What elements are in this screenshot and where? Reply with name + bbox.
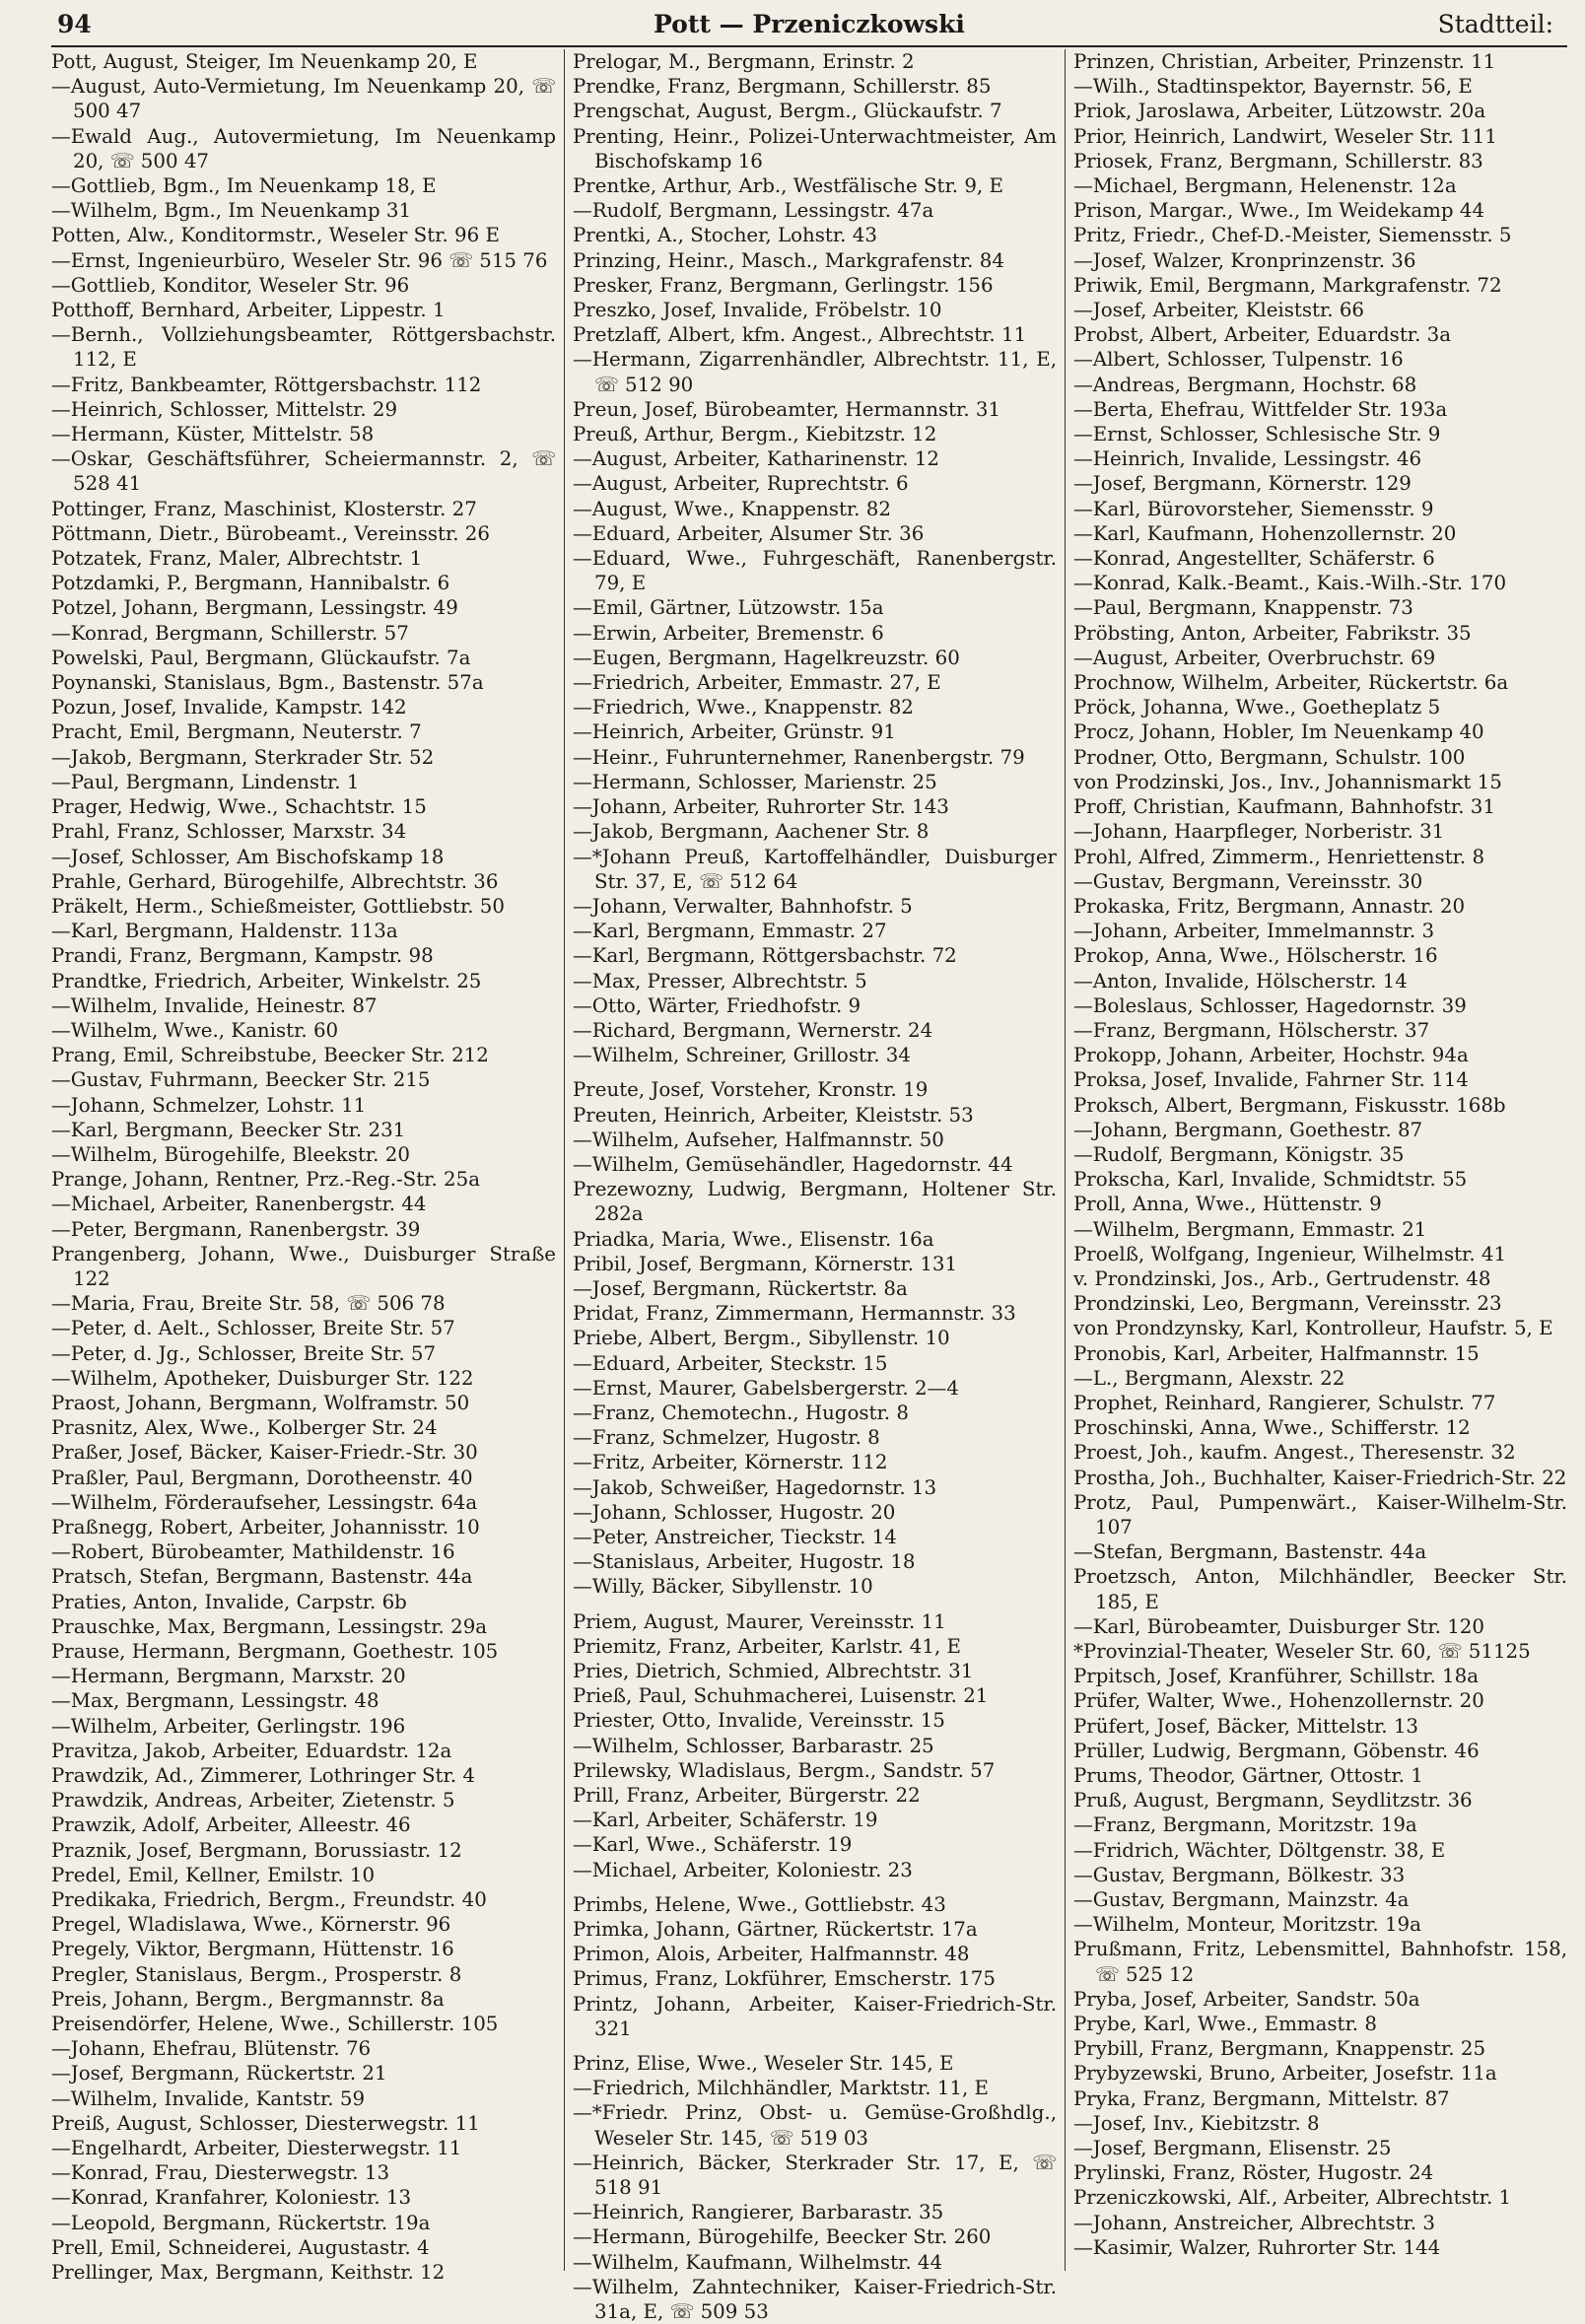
directory-entry: Prison, Margar., Wwe., Im Weidekamp 44 [1073,199,1485,223]
directory-entry: Prangenberg, Johann, Wwe., Duisburger Straße 122 [51,1242,556,1290]
directory-entry: Prinz, Elise, Wwe., Weseler Str. 145, E [573,2052,954,2076]
directory-entry: —August, Wwe., Knappenstr. 82 [573,497,891,520]
directory-entry: —Josef, Inv., Kiebitzstr. 8 [1073,2111,1320,2135]
directory-entry: —Franz, Bergmann, Moritzstr. 19a [1073,1813,1417,1837]
directory-entry: —Franz, Schmelzer, Hugostr. 8 [573,1426,880,1450]
directory-entry: —Konrad, Frau, Diesterwegstr. 13 [51,2161,390,2185]
directory-entry: —Engelhardt, Arbeiter, Diesterwegstr. 11 [51,2137,462,2160]
directory-entry: Priebe, Albert, Bergm., Sibyllenstr. 10 [573,1327,950,1350]
column-3 [1065,49,1567,2271]
directory-entry: Proll, Anna, Wwe., Hüttenstr. 9 [1073,1193,1382,1216]
directory-entry: —Konrad, Kalk.-Beamt., Kais.-Wilh.-Str. 170 [1073,572,1507,595]
directory-entry: Praßler, Paul, Bergmann, Dorotheenstr. 40 [51,1466,473,1489]
directory-entry: Prokscha, Karl, Invalide, Schmidtstr. 55 [1073,1168,1468,1192]
directory-entry: —Wilh., Stadtinspektor, Bayernstr. 56, E [1073,75,1473,99]
directory-entry: Printz, Johann, Arbeiter, Kaiser-Friedrich-Str. 321 [573,1992,1057,2040]
directory-entry: —Heinrich, Arbeiter, Grünstr. 91 [573,720,896,744]
directory-entry: —Michael, Arbeiter, Koloniestr. 23 [573,1858,913,1881]
header-section-label: Stadtteil: [1437,10,1553,38]
page-number: 94 [57,10,92,38]
directory-entry: Prahle, Gerhard, Bürogehilfe, Albrechtstr. 36 [51,869,499,893]
directory-entry: Prüller, Ludwig, Bergmann, Göbenstr. 46 [1073,1739,1480,1762]
directory-entry: —Anton, Invalide, Hölscherstr. 14 [1073,969,1408,992]
directory-entry: Pregler, Stanislaus, Bergm., Prosperstr. 8 [51,1962,462,1986]
directory-entry: Prang, Emil, Schreibstube, Beecker Str. 212 [51,1044,489,1067]
directory-entry: —Stanislaus, Arbeiter, Hugostr. 18 [573,1550,916,1574]
directory-entry: —Gottlieb, Bgm., Im Neuenkamp 18, E [51,174,437,198]
directory-entry: Pröck, Johanna, Wwe., Goetheplatz 5 [1073,696,1441,719]
directory-entry: —Konrad, Bergmann, Schillerstr. 57 [51,621,409,645]
directory-entry: Pracht, Emil, Bergmann, Neuterstr. 7 [51,720,422,744]
directory-entry: —Hermann, Zigarrenhändler, Albrechtstr. 11, E, ☏ 512 90 [573,348,1057,396]
directory-entry: —Eduard, Wwe., Fuhrgeschäft, Ranenbergstr. 79, E [573,547,1057,595]
directory-entry: Pritz, Friedr., Chef-D.-Meister, Siemensstr. 5 [1073,224,1512,247]
directory-entry: —Wilhelm, Invalide, Kantstr. 59 [51,2086,366,2110]
directory-entry: Pravitza, Jakob, Arbeiter, Eduardstr. 12a [51,1739,452,1762]
directory-entry: —Emil, Gärtner, Lützowstr. 15a [573,596,884,620]
directory-entry: —August, Arbeiter, Katharinenstr. 12 [573,447,939,471]
directory-entry: Potzdamki, P., Bergmann, Hannibalstr. 6 [51,572,450,595]
directory-entry: —Johann, Ehefrau, Blütenstr. 76 [51,2037,372,2061]
directory-entry: Potthoff, Bernhard, Arbeiter, Lippestr. 1 [51,299,446,322]
directory-entry: Priemitz, Franz, Arbeiter, Karlstr. 41, E [573,1634,961,1658]
directory-entry: Pryba, Josef, Arbeiter, Sandstr. 50a [1073,1987,1420,2011]
directory-entry: Präkelt, Herm., Schießmeister, Gottliebstr. 50 [51,894,505,918]
directory-entry: Proschinski, Anna, Wwe., Schifferstr. 12 [1073,1416,1471,1440]
directory-entry: Primon, Alois, Arbeiter, Halfmannstr. 48 [573,1943,970,1966]
directory-entry: —Max, Presser, Albrechtstr. 5 [573,969,867,992]
directory-entry: —Stefan, Bergmann, Bastenstr. 44a [1073,1540,1427,1564]
directory-entry: —Johann, Schmelzer, Lohstr. 11 [51,1093,367,1117]
column-1 [51,49,564,2285]
directory-entry: Preun, Josef, Bürobeamter, Hermannstr. 31 [573,397,1001,421]
directory-entry: von Prondzynsky, Karl, Kontrolleur, Haufstr. 5, E [1073,1317,1553,1340]
directory-entry: —Kasimir, Walzer, Ruhrorter Str. 144 [1073,2235,1441,2259]
directory-entry: —Karl, Bergmann, Röttgersbachstr. 72 [573,944,957,968]
directory-entry: —Richard, Bergmann, Wernerstr. 24 [573,1018,933,1042]
directory-entry: Pröbsting, Anton, Arbeiter, Fabrikstr. 35 [1073,621,1472,645]
directory-entry: —Wilhelm, Zahntechniker, Kaiser-Friedrich-Str. 31a, E, ☏ 509 53 [573,2275,1057,2324]
directory-entry: Pribil, Josef, Bergmann, Körnerstr. 131 [573,1252,958,1275]
directory-entry: —Ernst, Ingenieurbüro, Weseler Str. 96 ☏ 515 76 [51,248,548,272]
directory-entry: —Gustav, Bergmann, Mainzstr. 4a [1073,1888,1410,1912]
directory-entry: Prodner, Otto, Bergmann, Schulstr. 100 [1073,745,1466,769]
directory-entry: Prokopp, Johann, Arbeiter, Hochstr. 94a [1073,1044,1469,1067]
directory-entry: —Peter, d. Aelt., Schlosser, Breite Str. 57 [51,1317,455,1340]
directory-entry: —Wilhelm, Gemüsehändler, Hagedornstr. 44 [573,1152,1013,1176]
directory-entry: Pottinger, Franz, Maschinist, Klosterstr. 27 [51,497,477,520]
directory-entry: —Karl, Bergmann, Emmastr. 27 [573,920,887,943]
directory-entry: Prill, Franz, Arbeiter, Bürgerstr. 22 [573,1784,921,1808]
directory-entry: Prauschke, Max, Bergmann, Lessingstr. 29a [51,1614,488,1638]
directory-entry: Pratsch, Stefan, Bergmann, Bastenstr. 44a [51,1565,473,1589]
directory-entry: —Wilhelm, Wwe., Kanistr. 60 [51,1018,339,1042]
directory-entry: —Josef, Bergmann, Rückertstr. 8a [573,1276,908,1300]
directory-entry: Priok, Jaroslawa, Arbeiter, Lützowstr. 20a [1073,100,1486,123]
directory-entry: —Johann, Bergmann, Goethestr. 87 [1073,1118,1423,1141]
directory-entry: —Ewald Aug., Autovermietung, Im Neuenkamp 20, ☏ 500 47 [51,124,556,172]
directory-entry: —Eugen, Bergmann, Hagelkreuzstr. 60 [573,646,960,669]
directory-entry: Predikaka, Friedrich, Bergm., Freundstr. 40 [51,1888,487,1912]
directory-entry: Prums, Theodor, Gärtner, Ottostr. 1 [1073,1764,1423,1788]
directory-entry: Preiß, August, Schlosser, Diesterwegstr. 11 [51,2111,480,2135]
directory-entry: Pott, August, Steiger, Im Neuenkamp 20, E [51,50,478,73]
directory-entry: Prokaska, Fritz, Bergmann, Annastr. 20 [1073,894,1466,918]
directory-entry: Prellinger, Max, Bergmann, Keithstr. 12 [51,2261,446,2285]
directory-entry: —August, Arbeiter, Ruprechtstr. 6 [573,472,909,496]
directory-entry: Pridat, Franz, Zimmermann, Hermannstr. 33 [573,1302,1016,1326]
directory-entry: —Eduard, Arbeiter, Alsumer Str. 36 [573,521,925,545]
directory-entry: —Willy, Bäcker, Sibyllenstr. 10 [573,1575,873,1599]
directory-entry: Prentki, A., Stocher, Lohstr. 43 [573,224,877,247]
directory-entry: Prawzik, Adolf, Arbeiter, Alleestr. 46 [51,1813,411,1837]
directory-entry: Priwik, Emil, Bergmann, Markgrafenstr. 72 [1073,273,1502,297]
directory-entry: Preuß, Arthur, Bergm., Kiebitzstr. 12 [573,423,937,446]
directory-entry: —Jakob, Bergmann, Aachener Str. 8 [573,820,930,844]
directory-entry: Pries, Dietrich, Schmied, Albrechtstr. 31 [573,1660,974,1682]
directory-entry: Protz, Paul, Pumpenwärt., Kaiser-Wilhelm-Str. 107 [1073,1490,1567,1538]
directory-entry: —Hermann, Küster, Mittelstr. 58 [51,423,375,446]
directory-entry: —Karl, Bergmann, Haldenstr. 113a [51,920,398,943]
directory-entry: —Peter, Anstreicher, Tieckstr. 14 [573,1525,897,1548]
directory-entry: —Bernh., Vollziehungsbeamter, Röttgersbachstr. 112, E [51,323,556,372]
directory-entry: —Otto, Wärter, Friedhofstr. 9 [573,993,861,1017]
directory-entry: —Fridrich, Wächter, Döltgenstr. 38, E [1073,1838,1446,1862]
directory-entry: Prybill, Franz, Bergmann, Knappenstr. 25 [1073,2037,1486,2061]
directory-entry: Prinzen, Christian, Arbeiter, Prinzenstr. 11 [1073,50,1496,73]
directory-entry: Pregely, Viktor, Bergmann, Hüttenstr. 16 [51,1938,454,1961]
directory-columns [51,49,1567,2324]
directory-entry: Praost, Johann, Bergmann, Wolframstr. 50 [51,1391,470,1414]
directory-entry: Preis, Johann, Bergm., Bergmannstr. 8a [51,1987,445,2011]
directory-entry: Prybe, Karl, Wwe., Emmastr. 8 [1073,2013,1377,2036]
directory-entry: —Albert, Schlosser, Tulpenstr. 16 [1073,348,1404,372]
directory-entry: v. Prondzinski, Jos., Arb., Gertrudenstr. 48 [1073,1266,1491,1290]
page-title: Pott — Przeniczkowski [654,10,965,38]
directory-entry: Proff, Christian, Kaufmann, Bahnhofstr. 31 [1073,795,1495,819]
directory-entry: —Paul, Bergmann, Lindenstr. 1 [51,770,360,793]
directory-entry: Praties, Anton, Invalide, Carpstr. 6b [51,1590,407,1613]
directory-entry: Prilewsky, Wladislaus, Bergm., Sandstr. 57 [573,1758,996,1782]
directory-entry: —Peter, Bergmann, Ranenbergstr. 39 [51,1217,421,1241]
directory-entry: —Wilhelm, Kaufmann, Wilhelmstr. 44 [573,2250,943,2274]
directory-entry: Pryka, Franz, Bergmann, Mittelstr. 87 [1073,2086,1450,2110]
directory-entry: Praßnegg, Robert, Arbeiter, Johannisstr. 10 [51,1515,480,1538]
directory-entry: —Karl, Wwe., Schäferstr. 19 [573,1833,853,1857]
directory-entry: Pronobis, Karl, Arbeiter, Halfmannstr. 15 [1073,1341,1480,1365]
directory-entry: —Wilhelm, Arbeiter, Gerlingstr. 196 [51,1714,406,1738]
directory-entry: Preszko, Josef, Invalide, Fröbelstr. 10 [573,299,942,322]
directory-entry: —*Friedr. Prinz, Obst- u. Gemüse-Großhdlg., Weseler Str. 145, ☏ 519 03 [573,2101,1057,2150]
directory-entry: Prybyzewski, Bruno, Arbeiter, Josefstr. 11a [1073,2062,1497,2085]
directory-entry: —Wilhelm, Förderaufseher, Lessingstr. 64a [51,1490,478,1514]
directory-entry: Preuten, Heinrich, Arbeiter, Kleiststr. 53 [573,1103,974,1127]
directory-entry: Primus, Franz, Lokführer, Emscherstr. 175 [573,1967,996,1991]
directory-entry: —Fritz, Bankbeamter, Röttgersbachstr. 112 [51,373,482,396]
directory-entry: Prelogar, M., Bergmann, Erinstr. 2 [573,50,915,73]
directory-entry: —Johann, Schlosser, Hugostr. 20 [573,1500,896,1524]
directory-entry: —Erwin, Arbeiter, Bremenstr. 6 [573,621,884,645]
directory-entry: Prylinski, Franz, Röster, Hugostr. 24 [1073,2161,1434,2185]
directory-entry: Proetzsch, Anton, Milchhändler, Beecker Str. 185, E [1073,1565,1567,1613]
directory-entry: —August, Auto-Vermietung, Im Neuenkamp 20, ☏ 500 47 [51,75,556,123]
directory-entry: —Ernst, Schlosser, Schlesische Str. 9 [1073,423,1441,446]
directory-entry: Pöttmann, Dietr., Bürobeamt., Vereinsstr. 26 [51,521,490,545]
directory-entry: Primbs, Helene, Wwe., Gottliebstr. 43 [573,1892,946,1916]
page-header [51,6,1567,47]
directory-entry: Priosek, Franz, Bergmann, Schillerstr. 83 [1073,149,1483,172]
directory-entry: Praznik, Josef, Bergmann, Borussiastr. 12 [51,1838,462,1862]
directory-entry: Prinzing, Heinr., Masch., Markgrafenstr. 84 [573,248,1004,272]
directory-entry: —Andreas, Bergmann, Hochstr. 68 [1073,373,1417,396]
directory-entry: —Karl, Arbeiter, Schäferstr. 19 [573,1809,878,1832]
directory-entry: —Wilhelm, Bgm., Im Neuenkamp 31 [51,199,412,223]
directory-entry: —Michael, Bergmann, Helenenstr. 12a [1073,174,1457,198]
directory-entry: —Josef, Bergmann, Rückertstr. 21 [51,2062,387,2085]
directory-entry: Procz, Johann, Hobler, Im Neuenkamp 40 [1073,720,1484,744]
directory-entry: Prieß, Paul, Schuhmacherei, Luisenstr. 21 [573,1684,989,1708]
directory-entry: Prpitsch, Josef, Kranführer, Schillstr. 18a [1073,1665,1479,1688]
directory-entry: Predel, Emil, Kellner, Emilstr. 10 [51,1863,376,1886]
directory-entry: Prendke, Franz, Bergmann, Schillerstr. 85 [573,75,992,99]
directory-entry: Pruß, August, Bergmann, Seydlitzstr. 36 [1073,1789,1473,1812]
directory-entry: Prager, Hedwig, Wwe., Schachtstr. 15 [51,795,427,819]
directory-entry: Prior, Heinrich, Landwirt, Weseler Str. 111 [1073,124,1497,148]
directory-entry: Proelß, Wolfgang, Ingenieur, Wilhelmstr. 41 [1073,1242,1507,1265]
directory-entry: —Konrad, Angestellter, Schäferstr. 6 [1073,547,1435,571]
directory-entry: —Heinrich, Bäcker, Sterkrader Str. 17, E, ☏ 518 91 [573,2151,1057,2200]
directory-entry: —L., Bergmann, Alexstr. 22 [1073,1366,1345,1390]
column-2 [564,49,1065,2324]
directory-entry: Primka, Johann, Gärtner, Rückertstr. 17a [573,1918,978,1942]
directory-entry: Proest, Joh., kaufm. Angest., Theresenstr. 32 [1073,1441,1516,1465]
directory-entry: —Robert, Bürobeamter, Mathildenstr. 16 [51,1540,455,1564]
directory-entry: —Karl, Bürobeamter, Duisburger Str. 120 [1073,1614,1484,1638]
directory-entry: Przeniczkowski, Alf., Arbeiter, Albrechtstr. 1 [1073,2186,1512,2210]
directory-entry: —Johann, Arbeiter, Immelmannstr. 3 [1073,920,1435,943]
directory-entry: —Gottlieb, Konditor, Weseler Str. 96 [51,273,410,297]
directory-entry: —Heinrich, Invalide, Lessingstr. 46 [1073,447,1422,471]
directory-entry: —Gustav, Fuhrmann, Beecker Str. 215 [51,1068,431,1092]
directory-entry: Prochnow, Wilhelm, Arbeiter, Rückertstr. 6a [1073,671,1509,695]
directory-entry: Prell, Emil, Schneiderei, Augustastr. 4 [51,2235,430,2259]
directory-entry: —Rudolf, Bergmann, Lessingstr. 47a [573,199,934,223]
directory-entry: —Franz, Bergmann, Hölscherstr. 37 [1073,1018,1430,1042]
directory-entry: —Maria, Frau, Breite Str. 58, ☏ 506 78 [51,1292,446,1316]
directory-entry: —Hermann, Schlosser, Marienstr. 25 [573,770,937,793]
directory-entry: —Max, Bergmann, Lessingstr. 48 [51,1689,379,1713]
directory-entry: —Hermann, Bürogehilfe, Beecker Str. 260 [573,2225,992,2249]
directory-entry: —Josef, Walzer, Kronprinzenstr. 36 [1073,248,1416,272]
directory-entry: —Josef, Bergmann, Elisenstr. 25 [1073,2137,1392,2160]
directory-entry: —Josef, Arbeiter, Kleiststr. 66 [1073,299,1364,322]
directory-entry: Prange, Johann, Rentner, Prz.-Reg.-Str. 25a [51,1168,480,1192]
directory-entry: Prasnitz, Alex, Wwe., Kolberger Str. 24 [51,1416,438,1440]
directory-entry: —Hermann, Bergmann, Marxstr. 20 [51,1665,406,1688]
directory-entry: —Josef, Bergmann, Körnerstr. 129 [1073,472,1412,496]
directory-entry: —Heinrich, Rangierer, Barbarastr. 35 [573,2201,944,2224]
directory-entry: Pozun, Josef, Invalide, Kampstr. 142 [51,696,407,719]
directory-entry: Pregel, Wladislawa, Wwe., Körnerstr. 96 [51,1913,451,1937]
directory-entry: Prohl, Alfred, Zimmerm., Henriettenstr. 8 [1073,845,1485,868]
directory-entry: —Karl, Bergmann, Beecker Str. 231 [51,1118,406,1141]
directory-entry: —Peter, d. Jg., Schlosser, Breite Str. 57 [51,1341,437,1365]
directory-entry: —Michael, Arbeiter, Ranenbergstr. 44 [51,1193,427,1216]
directory-entry: Proksa, Josef, Invalide, Fahrner Str. 114 [1073,1068,1469,1092]
directory-entry: Prondzinski, Leo, Bergmann, Vereinsstr. 23 [1073,1292,1502,1316]
directory-entry: —Gustav, Bergmann, Bölkestr. 33 [1073,1863,1406,1886]
directory-entry: —Franz, Chemotechn., Hugostr. 8 [573,1401,909,1424]
directory-entry: —Wilhelm, Bergmann, Emmastr. 21 [1073,1217,1427,1241]
directory-entry: —Wilhelm, Monteur, Moritzstr. 19a [1073,1913,1421,1937]
directory-entry: Proksch, Albert, Bergmann, Fiskusstr. 168b [1073,1093,1506,1117]
directory-entry: Probst, Albert, Arbeiter, Eduardstr. 3a [1073,323,1452,347]
directory-entry: Priester, Otto, Invalide, Vereinsstr. 15 [573,1709,945,1733]
directory-entry: Prüfer, Walter, Wwe., Hohenzollernstr. 20 [1073,1689,1484,1713]
directory-entry: Prentke, Arthur, Arb., Westfälische Str. 9, E [573,174,1003,198]
directory-entry: —Friedrich, Milchhändler, Marktstr. 11, E [573,2077,989,2100]
directory-entry: —Paul, Bergmann, Knappenstr. 73 [1073,596,1413,620]
directory-entry: Potten, Alw., Konditormstr., Weseler Str. 96 E [51,224,500,247]
directory-entry: Prengschat, August, Bergm., Glückaufstr. 7 [573,100,1002,123]
directory-entry: Prawdzik, Ad., Zimmerer, Lothringer Str. 4 [51,1764,475,1788]
directory-entry: —Gustav, Bergmann, Vereinsstr. 30 [1073,869,1423,893]
directory-entry: —Wilhelm, Apotheker, Duisburger Str. 122 [51,1366,474,1390]
directory-entry: —Wilhelm, Schreiner, Grillostr. 34 [573,1044,911,1067]
directory-entry: Powelski, Paul, Bergmann, Glückaufstr. 7a [51,646,471,669]
directory-entry: von Prodzinski, Jos., Inv., Johannismarkt 15 [1073,770,1502,793]
directory-entry: Prezewozny, Ludwig, Bergmann, Holtener Str. 282a [573,1178,1057,1226]
directory-entry: Prußmann, Fritz, Lebensmittel, Bahnhofstr. 158, ☏ 525 12 [1073,1938,1567,1986]
directory-entry: *Provinzial-Theater, Weseler Str. 60, ☏ 51125 [1073,1640,1531,1663]
directory-entry: Potzatek, Franz, Maler, Albrechtstr. 1 [51,547,423,571]
directory-entry: Preute, Josef, Vorsteher, Kronstr. 19 [573,1078,929,1102]
directory-entry: Potzel, Johann, Bergmann, Lessingstr. 49 [51,596,458,620]
directory-entry: —Johann, Verwalter, Bahnhofstr. 5 [573,894,913,918]
directory-entry: —Karl, Kaufmann, Hohenzollernstr. 20 [1073,521,1457,545]
directory-entry: —Konrad, Kranfahrer, Koloniestr. 13 [51,2186,412,2210]
directory-entry: Poynanski, Stanislaus, Bgm., Bastenstr. 57a [51,671,484,695]
directory-entry: —Eduard, Arbeiter, Steckstr. 15 [573,1351,888,1375]
directory-entry: Priem, August, Maurer, Vereinsstr. 11 [573,1609,946,1633]
directory-entry: —Johann, Haarpfleger, Norberistr. 31 [1073,820,1445,844]
directory-entry: —August, Arbeiter, Overbruchstr. 69 [1073,646,1436,669]
directory-entry: Prüfert, Josef, Bäcker, Mittelstr. 13 [1073,1714,1419,1738]
directory-entry: Prophet, Reinhard, Rangierer, Schulstr. 77 [1073,1391,1496,1414]
directory-entry: Prawdzik, Andreas, Arbeiter, Zietenstr. 5 [51,1789,455,1812]
directory-entry: —Johann, Arbeiter, Ruhrorter Str. 143 [573,795,949,819]
directory-entry: —Jakob, Schweißer, Hagedornstr. 13 [573,1475,937,1499]
directory-entry: —Rudolf, Bergmann, Königstr. 35 [1073,1142,1405,1166]
directory-entry: Praßer, Josef, Bäcker, Kaiser-Friedr.-Str. 30 [51,1441,478,1465]
directory-entry: Pretzlaff, Albert, kfm. Angest., Albrechtstr. 11 [573,323,1027,347]
directory-entry: Prause, Hermann, Bergmann, Goethestr. 105 [51,1640,499,1663]
directory-entry: —Leopold, Bergmann, Rückertstr. 19a [51,2211,431,2234]
directory-entry: —Berta, Ehefrau, Wittfelder Str. 193a [1073,397,1448,421]
directory-entry: —Jakob, Bergmann, Sterkrader Str. 52 [51,745,435,769]
directory-entry: —Boleslaus, Schlosser, Hagedornstr. 39 [1073,993,1467,1017]
directory-entry: —Josef, Schlosser, Am Bischofskamp 18 [51,845,445,868]
directory-entry: —Wilhelm, Bürogehilfe, Bleekstr. 20 [51,1142,410,1166]
directory-entry: Prandtke, Friedrich, Arbeiter, Winkelstr. 25 [51,969,482,992]
directory-entry: —Ernst, Maurer, Gabelsbergerstr. 2—4 [573,1376,959,1400]
directory-entry: Preisendörfer, Helene, Wwe., Schillerstr. 105 [51,2013,499,2036]
directory-entry: —Fritz, Arbeiter, Körnerstr. 112 [573,1451,888,1474]
directory-entry: —Heinr., Fuhrunternehmer, Ranenbergstr. 79 [573,745,1025,769]
directory-entry: Prahl, Franz, Schlosser, Marxstr. 34 [51,820,407,844]
directory-entry: —Heinrich, Schlosser, Mittelstr. 29 [51,397,398,421]
directory-entry: —Friedrich, Arbeiter, Emmastr. 27, E [573,671,941,695]
directory-entry: Prandi, Franz, Bergmann, Kampstr. 98 [51,944,434,968]
directory-entry: —Wilhelm, Schlosser, Barbarastr. 25 [573,1734,934,1757]
directory-entry: —Wilhelm, Invalide, Heinestr. 87 [51,993,378,1017]
directory-entry: Prenting, Heinr., Polizei-Unterwachtmeister, Am Bischofskamp 16 [573,124,1057,172]
directory-entry: —Friedrich, Wwe., Knappenstr. 82 [573,696,914,719]
directory-entry: —Karl, Bürovorsteher, Siemensstr. 9 [1073,497,1434,520]
directory-entry: Prokop, Anna, Wwe., Hölscherstr. 16 [1073,944,1438,968]
directory-entry: Prostha, Joh., Buchhalter, Kaiser-Friedrich-Str. 22 [1073,1466,1567,1489]
directory-entry: —*Johann Preuß, Kartoffelhändler, Duisburger Str. 37, E, ☏ 512 64 [573,845,1057,893]
directory-entry: —Oskar, Geschäftsführer, Scheiermannstr. 2, ☏ 528 41 [51,447,556,496]
directory-entry: —Johann, Anstreicher, Albrechtstr. 3 [1073,2211,1435,2234]
directory-entry: —Wilhelm, Aufseher, Halfmannstr. 50 [573,1128,944,1151]
directory-entry: Presker, Franz, Bergmann, Gerlingstr. 156 [573,273,994,297]
directory-entry: Priadka, Maria, Wwe., Elisenstr. 16a [573,1227,934,1251]
